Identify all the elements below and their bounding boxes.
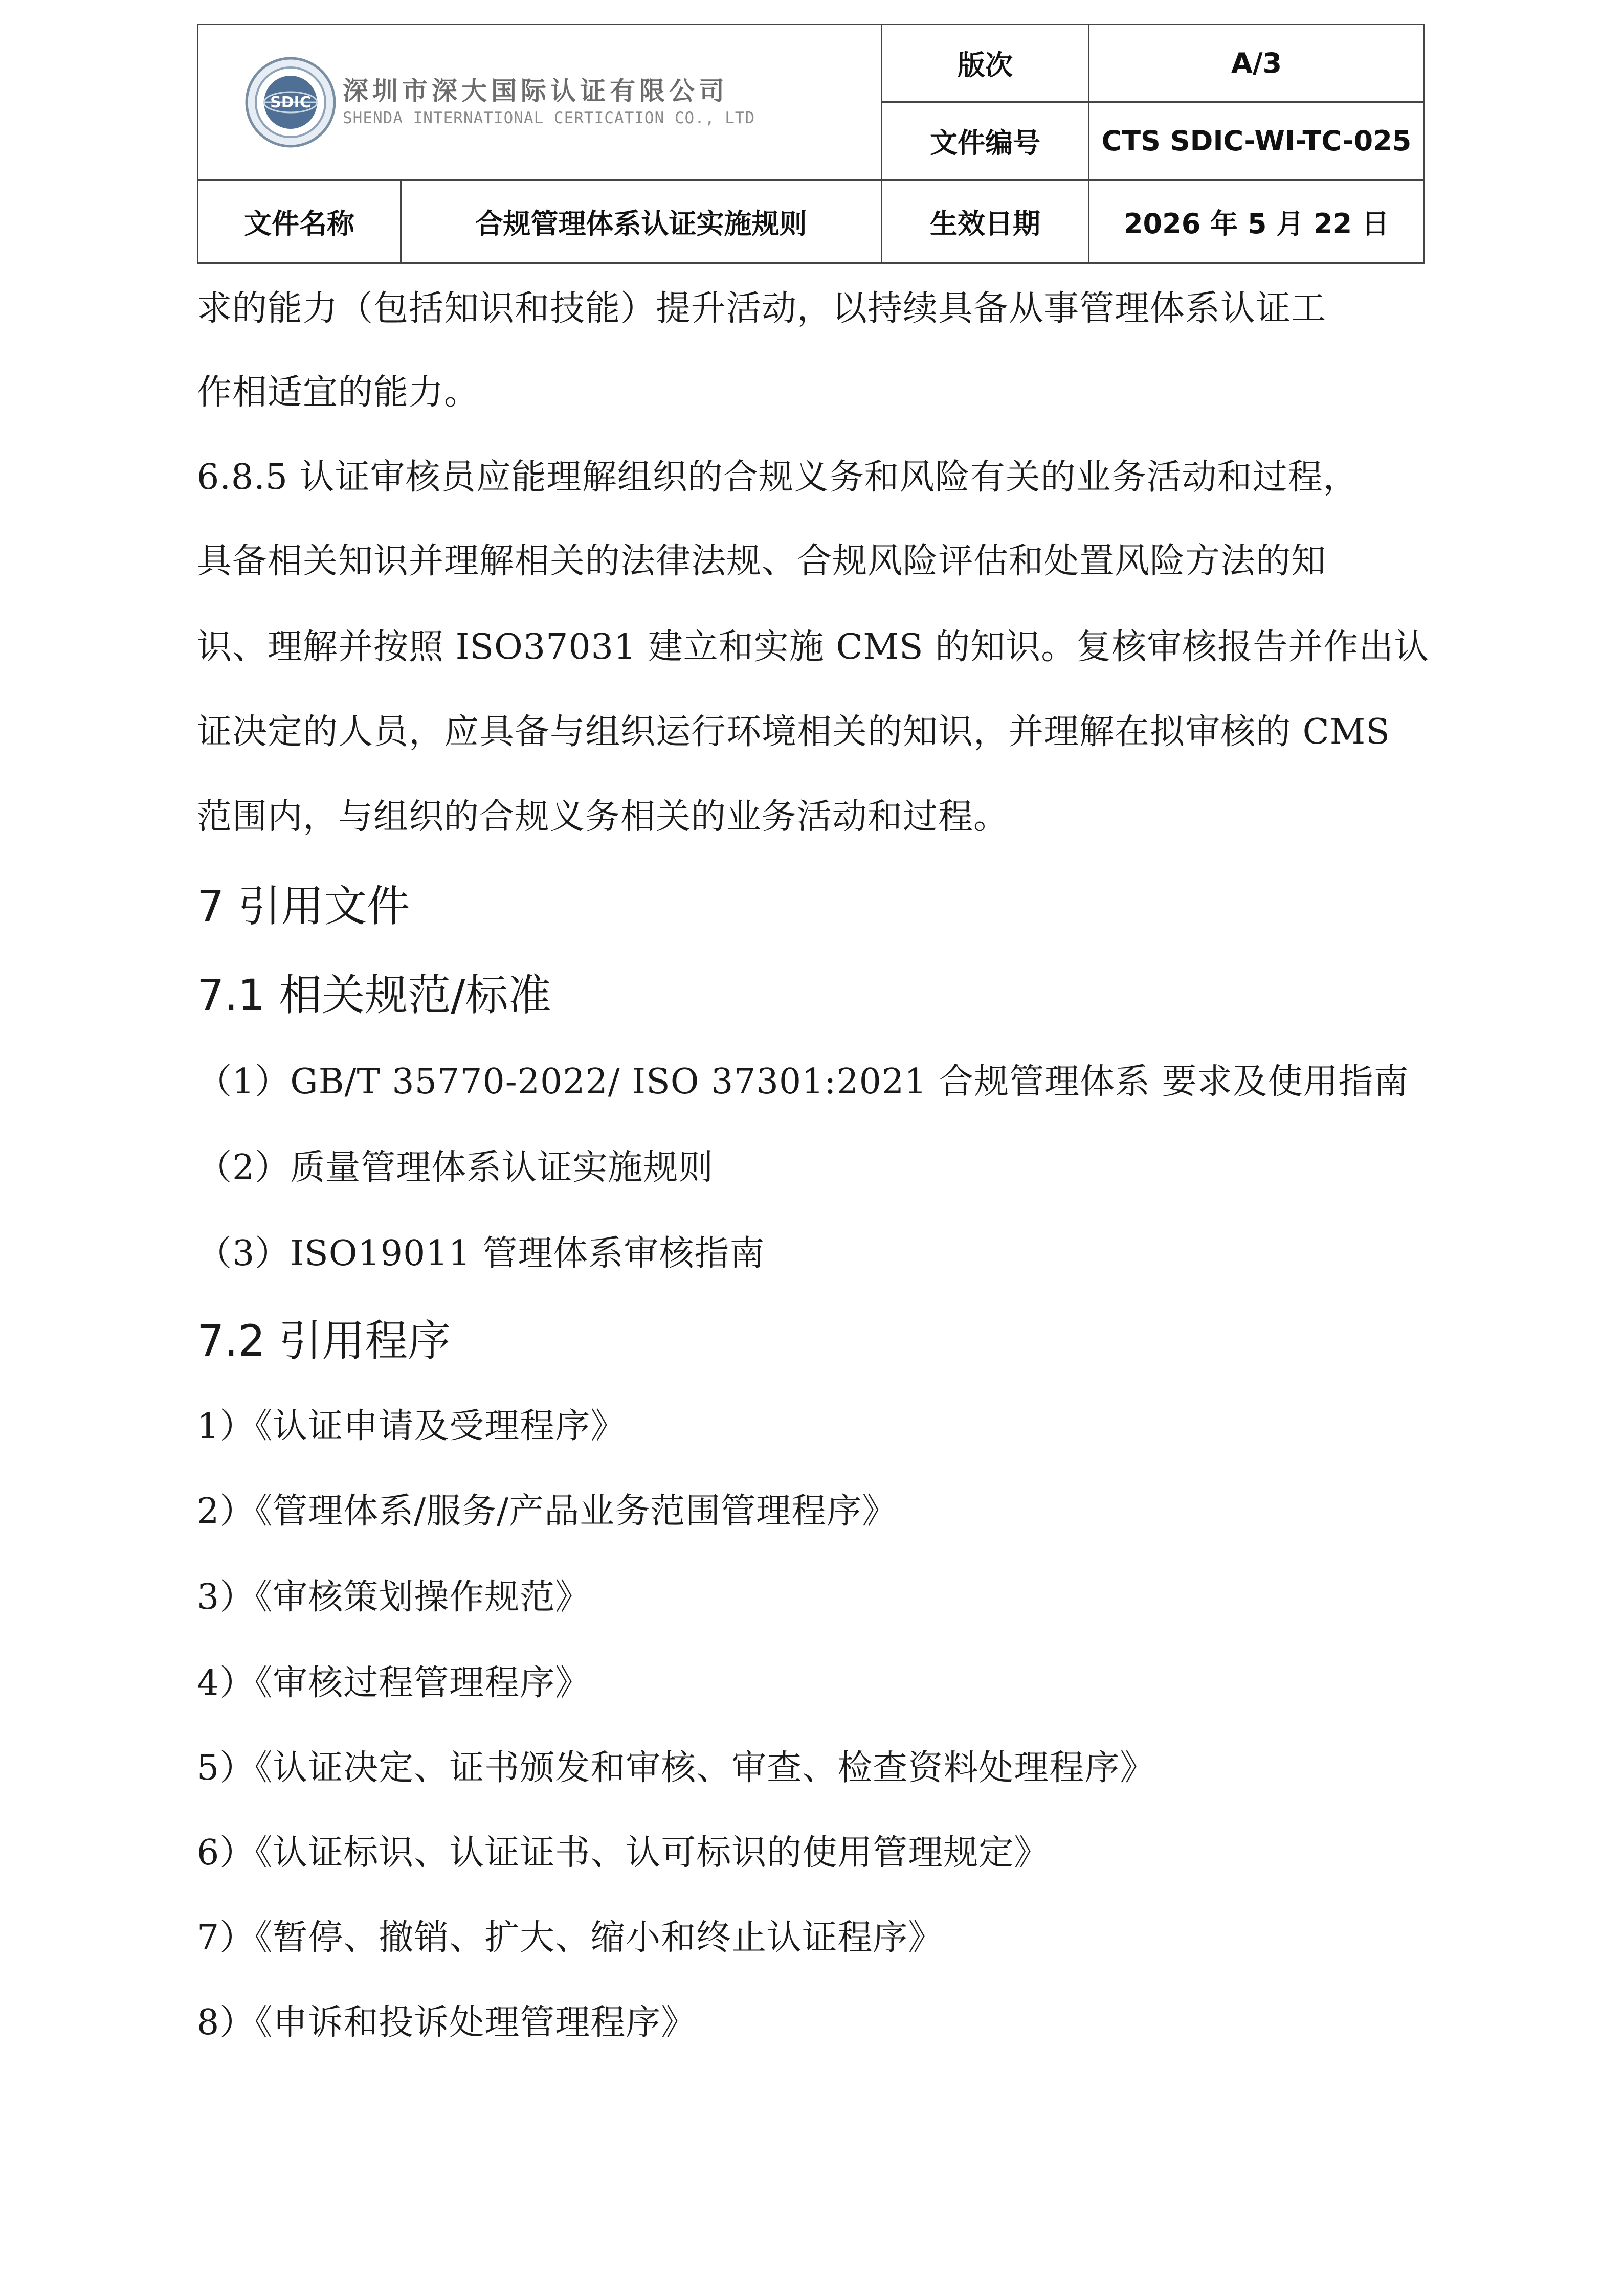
paragraph-line: 证决定的人员，应具备与组织运行环境相关的知识，并理解在拟审核的 CMS: [197, 712, 1390, 752]
list-item: 1）《认证申请及受理程序》: [197, 1406, 626, 1447]
list-item: 3）《审核策划操作规范》: [197, 1577, 591, 1617]
list-item: 4）《审核过程管理程序》: [197, 1663, 591, 1703]
edition-value: A/3: [1089, 25, 1425, 102]
effective-date-value: 2026 年 5 月 22 日: [1089, 180, 1425, 263]
paragraph-line: 识、理解并按照 ISO37031 建立和实施 CMS 的知识。复核审核报告并作出认: [197, 627, 1430, 667]
section-heading: 7.2 引用程序: [197, 1316, 451, 1366]
company-name-en: SHENDA INTERNATIONAL CERTICATION CO., LTD: [343, 108, 755, 127]
list-item: （2）质量管理体系认证实施规则: [197, 1147, 714, 1188]
paragraph-line: 求的能力（包括知识和技能）提升活动，以持续具备从事管理体系认证工: [197, 288, 1327, 329]
paragraph-line: 作相适宜的能力。: [197, 372, 480, 413]
list-item: （3）ISO19011 管理体系审核指南: [197, 1233, 765, 1274]
company-name-cn: 深圳市深大国际认证有限公司: [343, 76, 728, 106]
document-number-label: 文件编号: [882, 102, 1089, 180]
list-item: 6）《认证标识、认证证书、认可标识的使用管理规定》: [197, 1833, 1050, 1873]
list-item: 8）《申诉和投诉处理管理程序》: [197, 2002, 697, 2043]
list-item: （1）GB/T 35770-2022/ ISO 37301:2021 合规管理体系 要求及使用指南: [197, 1062, 1409, 1102]
document-header-table: [197, 24, 1425, 264]
document-number-value: CTS SDIC-WI-TC-025: [1089, 102, 1425, 180]
document-name-value: 合规管理体系认证实施规则: [401, 180, 882, 263]
document-name-label: 文件名称: [198, 180, 401, 263]
paragraph-line: 范围内，与组织的合规义务相关的业务活动和过程。: [197, 797, 1009, 837]
edition-label: 版次: [882, 25, 1089, 102]
company-logo-cell: [198, 25, 882, 181]
paragraph-line: 具备相关知识并理解相关的法律法规、合规风险评估和处置风险方法的知: [197, 541, 1327, 581]
section-heading: 7 引用文件: [197, 881, 410, 931]
paragraph-line: 6.8.5 认证审核员应能理解组织的合规义务和风险有关的业务活动和过程，: [197, 457, 1359, 498]
svg-text:SDIC: SDIC: [270, 93, 311, 111]
list-item: 7）《暂停、撤销、扩大、缩小和终止认证程序》: [197, 1918, 944, 1958]
list-item: 5）《认证决定、证书颁发和审核、审查、检查资料处理程序》: [197, 1748, 1155, 1788]
section-heading: 7.1 相关规范/标准: [197, 970, 551, 1020]
effective-date-label: 生效日期: [882, 180, 1089, 263]
company-logo-icon: [244, 56, 337, 148]
list-item: 2）《管理体系/服务/产品业务范围管理程序》: [197, 1491, 898, 1532]
